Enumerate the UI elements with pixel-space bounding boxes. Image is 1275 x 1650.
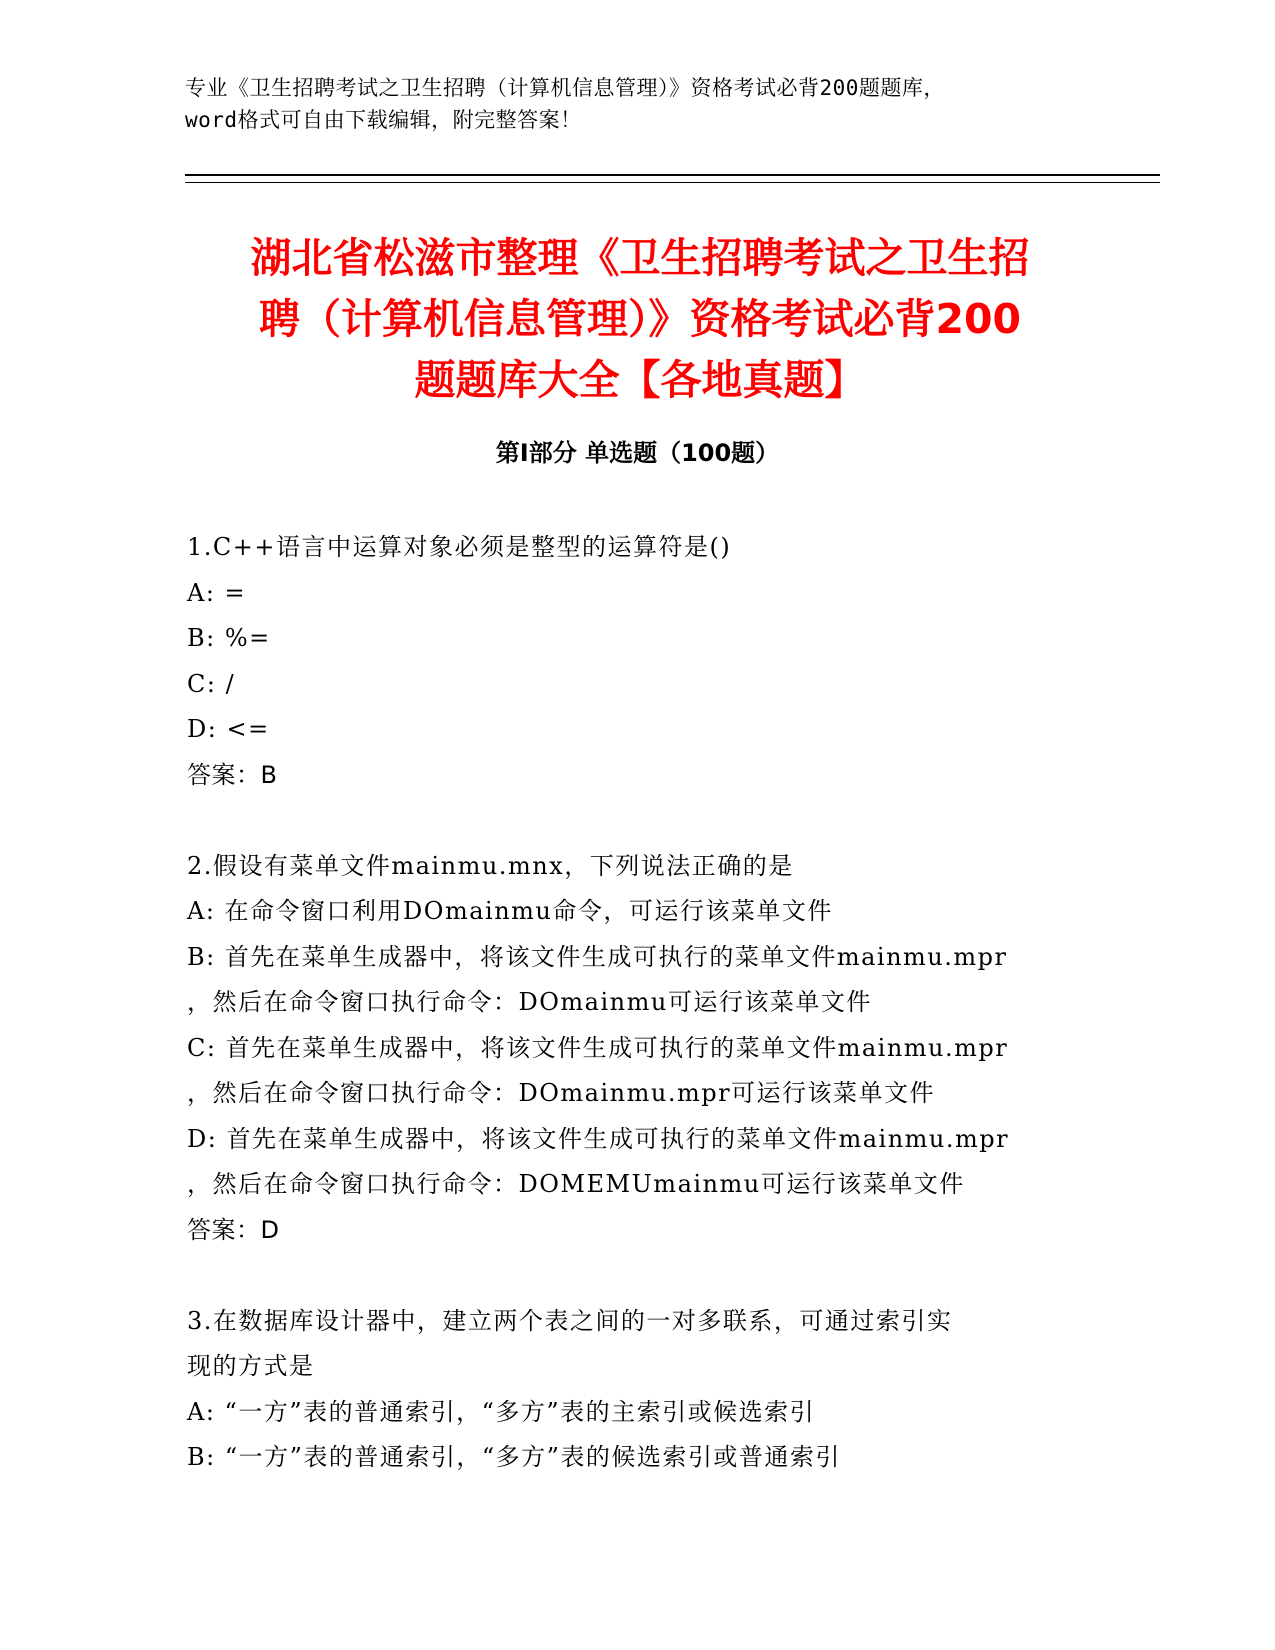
question-option: A: 在命令窗口利用DOmainmu命令，可运行该菜单文件 (187, 897, 833, 925)
document-title-line: 聘（计算机信息管理）》资格考试必背200 (258, 295, 1022, 343)
question-block (187, 1299, 1087, 1481)
question-spacer (187, 1253, 1087, 1299)
question-answer: 答案：B (187, 760, 278, 789)
question-stem: 现的方式是 (187, 1352, 315, 1380)
question-option: ，然后在命令窗口执行命令：DOmainmu.mpr可运行该菜单文件 (187, 1079, 936, 1107)
question-block (187, 844, 1087, 1254)
question-option: ，然后在命令窗口执行命令：DOmainmu可运行该菜单文件 (187, 988, 872, 1016)
question-option: A: “一方”表的普通索引，“多方”表的主索引或候选索引 (187, 1397, 816, 1426)
header-note-line: word格式可自由下载编辑，附完整答案！ (185, 108, 582, 132)
question-option: D: 首先在菜单生成器中，将该文件生成可执行的菜单文件mainmu.mpr (187, 1124, 1010, 1153)
question-list (187, 525, 1087, 1481)
header-note-line: 专业《卫生招聘考试之卫生招聘（计算机信息管理）》资格考试必背200题题库， (185, 76, 945, 100)
document-title-line: 题题库大全【各地真题】 (414, 356, 866, 404)
question-stem: 3.在数据库设计器中，建立两个表之间的一对多联系，可通过索引实 (187, 1306, 953, 1335)
section-heading: 第Ⅰ部分 单选题（100题） (495, 439, 780, 467)
question-stem: 2.假设有菜单文件mainmu.mnx，下列说法正确的是 (187, 851, 794, 880)
question-option: C: / (187, 669, 236, 698)
question-option: ，然后在命令窗口执行命令：DOMEMUmainmu可运行该菜单文件 (187, 1170, 965, 1198)
header-note (185, 72, 1085, 136)
question-option: B: %= (187, 624, 271, 652)
document-title-line: 湖北省松滋市整理《卫生招聘考试之卫生招 (250, 234, 1030, 282)
header-divider-thin (185, 182, 1160, 183)
question-option: D: <= (187, 715, 270, 743)
question-option: A: = (187, 578, 247, 607)
question-option: C: 首先在菜单生成器中，将该文件生成可执行的菜单文件mainmu.mpr (187, 1033, 1009, 1062)
question-option: B: 首先在菜单生成器中，将该文件生成可执行的菜单文件mainmu.mpr (187, 942, 1008, 971)
question-spacer (187, 798, 1087, 844)
header-divider (185, 174, 1160, 176)
document-title (180, 228, 1100, 411)
question-block (187, 525, 1087, 798)
question-stem: 1.C++语言中运算对象必须是整型的运算符是() (187, 533, 732, 561)
question-answer: 答案：D (187, 1215, 280, 1244)
question-option: B: “一方”表的普通索引，“多方”表的候选索引或普通索引 (187, 1443, 841, 1471)
